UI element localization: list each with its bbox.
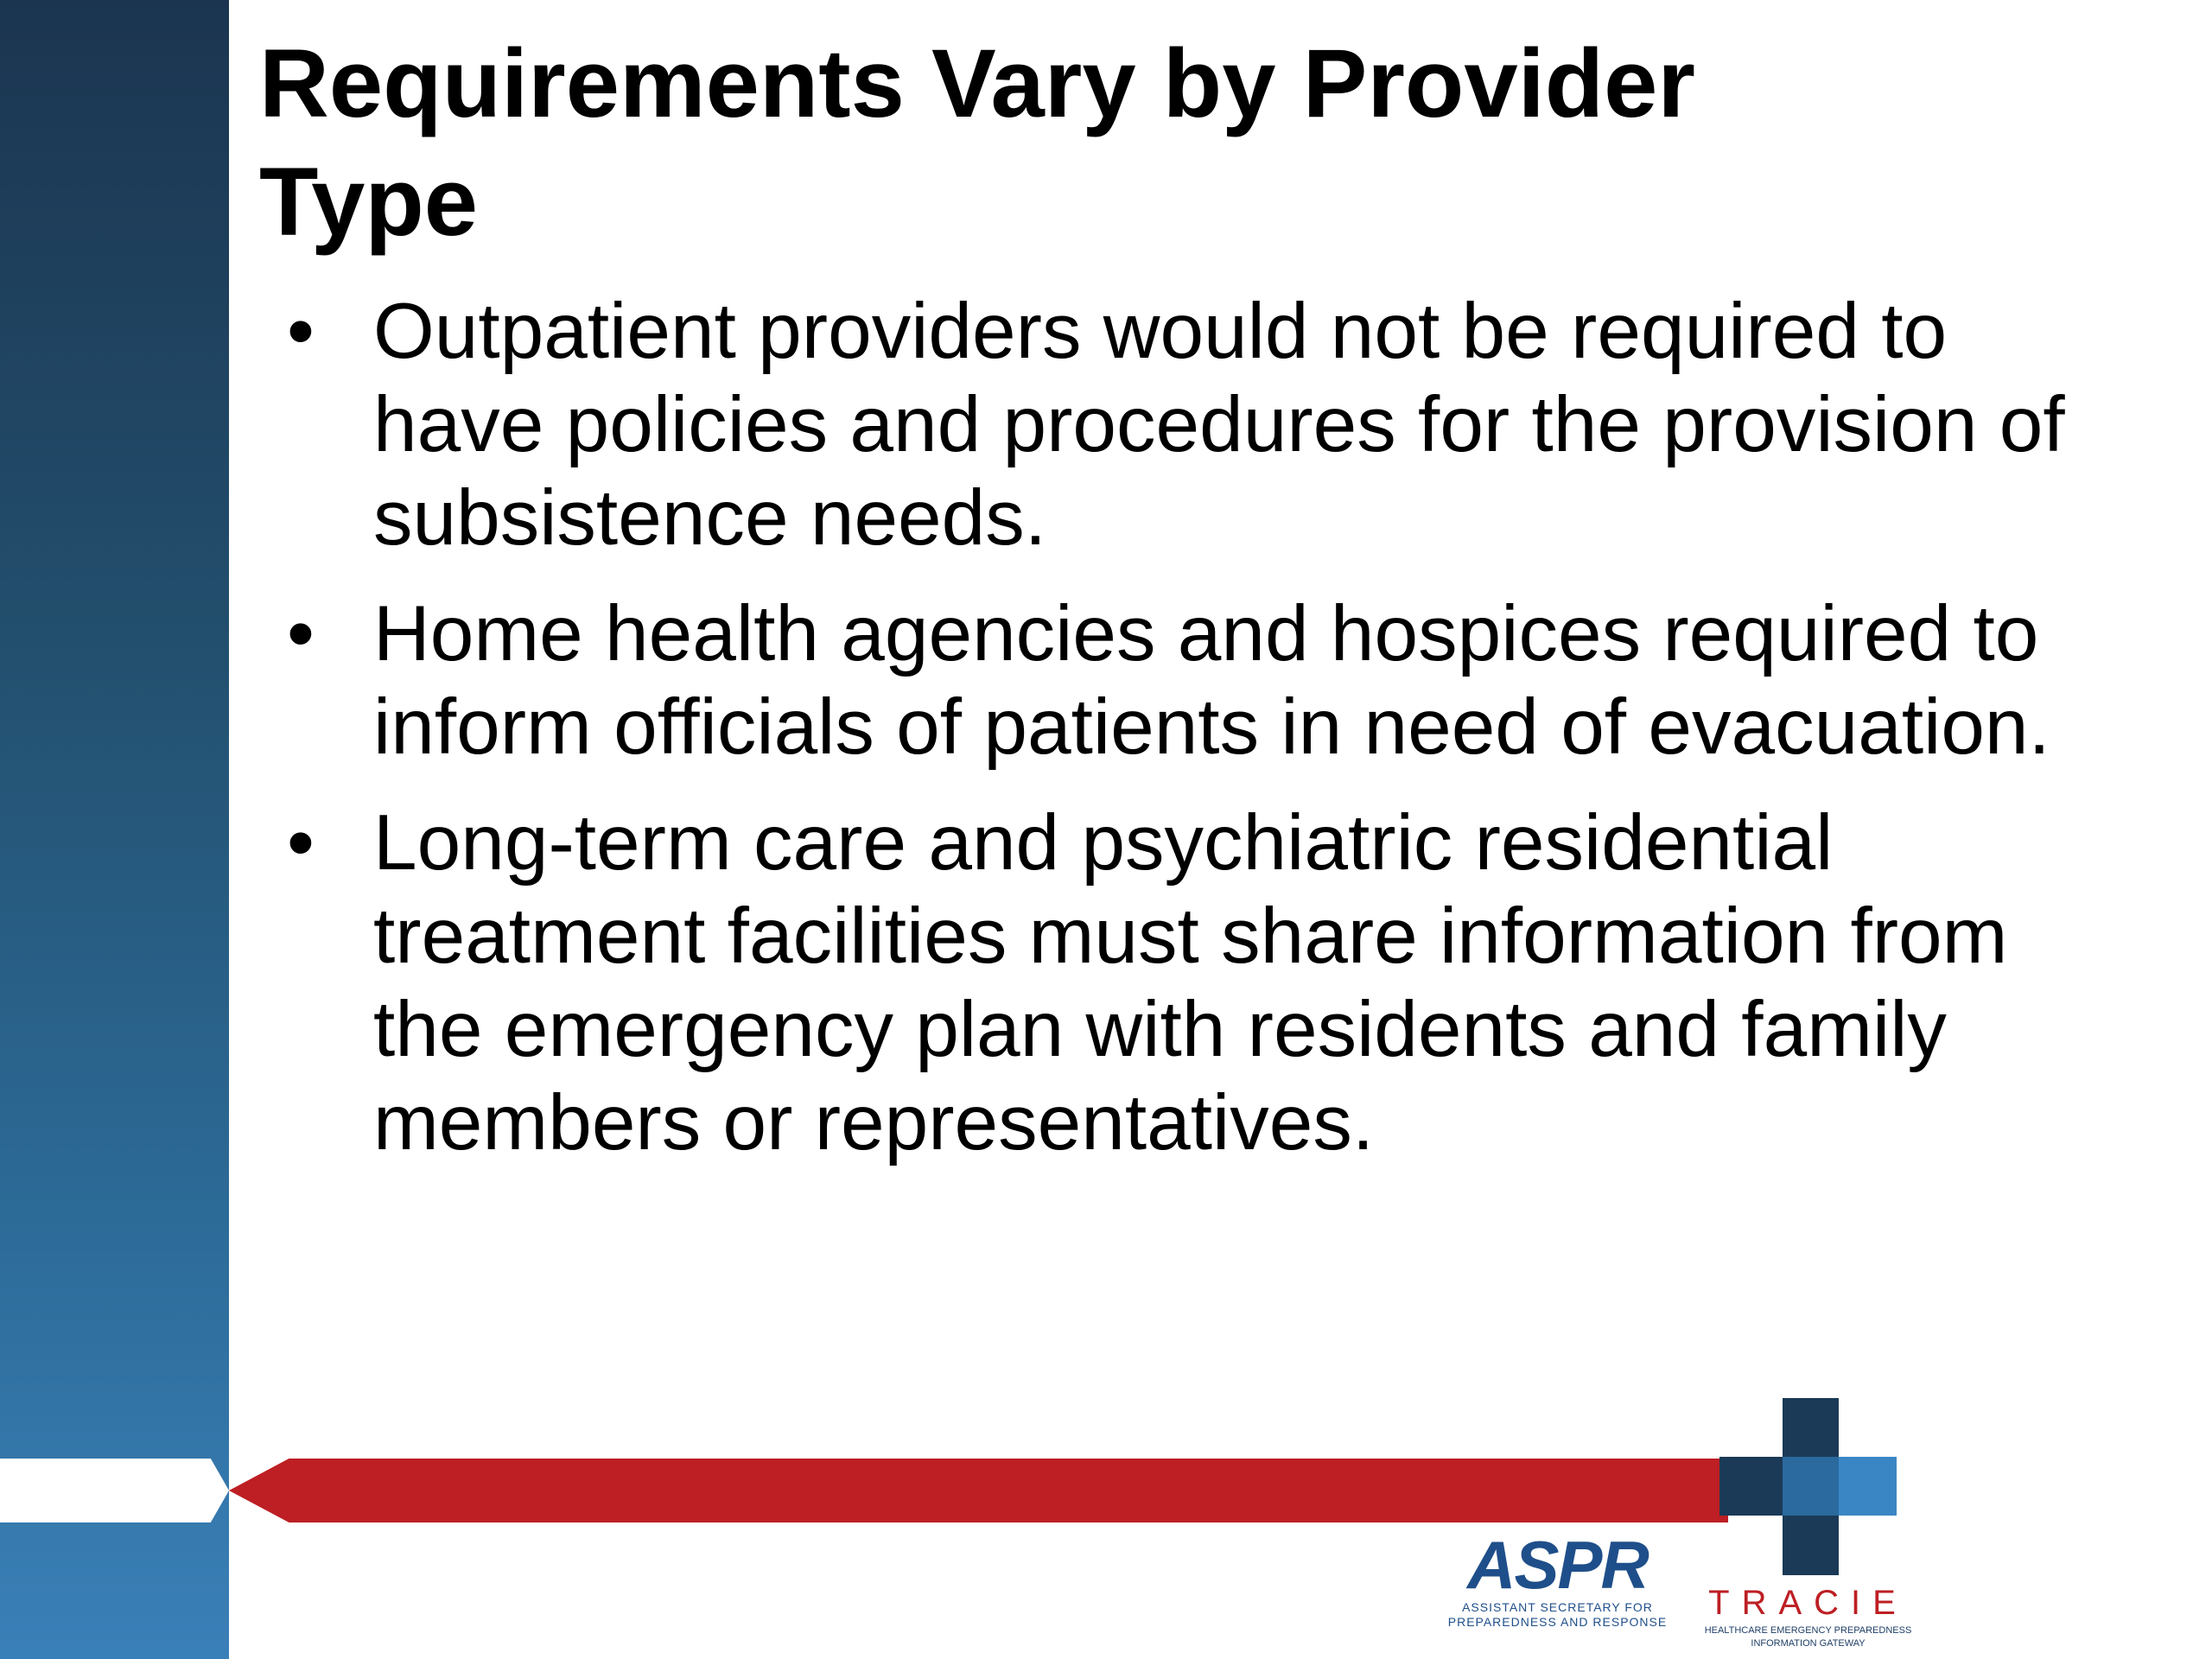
cross-right-arm	[1839, 1457, 1897, 1516]
aspr-logo-tagline	[1439, 1600, 1676, 1630]
tracie-logo-word: TRACIE	[1708, 1584, 1908, 1622]
aspr-tagline-line2: PREPAREDNESS AND RESPONSE	[1447, 1615, 1668, 1629]
bullet-item	[287, 285, 2101, 565]
aspr-logo	[1439, 1529, 1676, 1642]
bullet-icon: •	[287, 799, 315, 887]
slide-title: Requirements Vary by Provider Type	[259, 29, 1696, 256]
tracie-tagline-line2: INFORMATION GATEWAY	[1751, 1638, 1866, 1649]
sidebar-notch	[0, 1459, 229, 1522]
red-accent-band	[229, 1459, 1728, 1522]
cross-top-arm	[1783, 1398, 1839, 1457]
tracie-logo-tagline	[1672, 1624, 1944, 1650]
bullet-icon: •	[287, 288, 315, 375]
aspr-tagline-line1: ASSISTANT SECRETARY FOR	[1462, 1600, 1653, 1614]
bullet-text: Long-term care and psychiatric residential treatment facilities must share information from the emergency plan with residents and family members or representatives.	[373, 799, 2008, 1166]
bullet-item	[287, 588, 2101, 774]
bullet-list	[287, 285, 2101, 1192]
bullet-item	[287, 797, 2101, 1170]
plus-cross-icon	[1719, 1398, 1897, 1575]
cross-bottom-arm	[1783, 1516, 1839, 1575]
aspr-logo-word: ASPR	[1467, 1527, 1648, 1603]
bullet-icon: •	[287, 590, 315, 677]
cross-left-arm	[1719, 1457, 1783, 1516]
bullet-text: Home health agencies and hospices required to inform officials of patients in need of evacuation.	[373, 590, 2050, 771]
bullet-text: Outpatient providers would not be required to have policies and procedures for the provision of subsistence needs.	[373, 288, 2065, 562]
cross-center	[1783, 1457, 1839, 1516]
left-sidebar-bar	[0, 0, 229, 1659]
tracie-tagline-line1: HEALTHCARE EMERGENCY PREPAREDNESS	[1704, 1625, 1912, 1636]
